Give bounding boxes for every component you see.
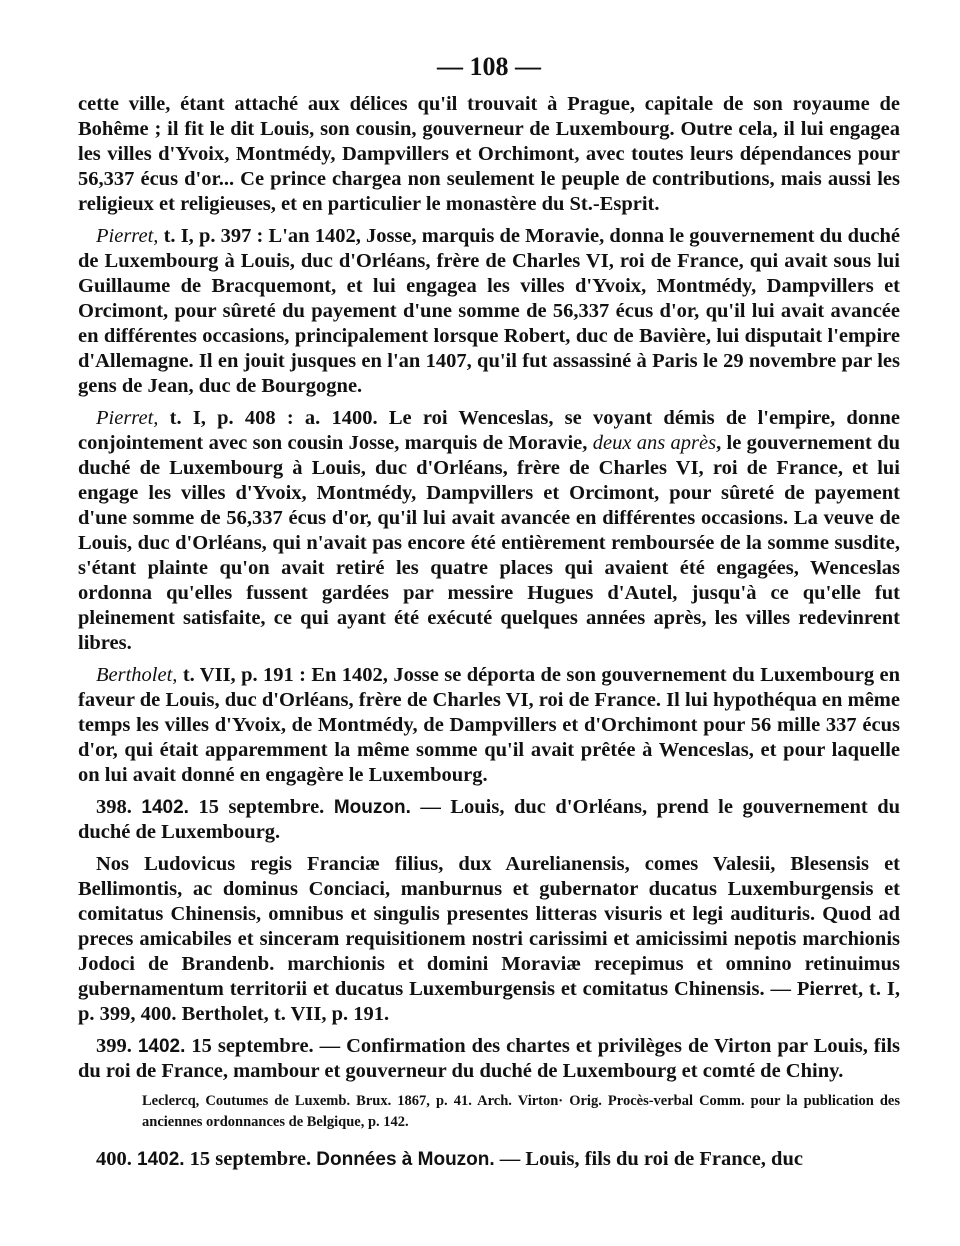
paragraph-2-text: t. I, p. 397 : L'an 1402, Josse, marquis de Moravie, donna le gouvernement du duché de Luxembourg à Louis, duc d'Orléans, frère de Charles VI, roi de France, qui avait sous lui Guillaume de Bracquemont, et lui engagea les villes d'Yvoix, Montmédy, Dampvillers et Orcimont, pour sûreté du payement d'une somme de 56,337 écus d'or, qu'il lui avait avancée en différentes occasions, principalement lorsque Robert, duc de Bavière, lui disputait l'empire d'Allemagne. Il en jouit jusques en l'an 1407, qu'il fut assassiné à Paris le 29 novembre par les gens de Jean, duc de Bourgogne. bbox=[78, 225, 900, 397]
entry-number: 400. bbox=[96, 1148, 137, 1170]
source-citation: Pierret, bbox=[96, 225, 159, 247]
entry-year: 1402. bbox=[137, 1149, 185, 1170]
paragraph-3-text-a: t. I, p. 408 : a. 1400. Le roi Wenceslas, se voyant démis de l'empire, donne conjointement avec son cousin Josse, marquis de Moravie, bbox=[78, 407, 900, 454]
paragraph-2 bbox=[78, 224, 900, 399]
source-citation: Bertholet, bbox=[96, 664, 178, 686]
footnote-text: Leclercq, Coutumes de Luxemb. Brux. 1867, p. 41. Arch. Virton· Orig. Procès-verbal Comm. pour la publication des anciennes ordonnances de Belgique, p. 142. bbox=[142, 1093, 900, 1130]
source-citation: Pierret, bbox=[96, 407, 159, 429]
entry-399 bbox=[78, 1034, 900, 1084]
entry-number: 399. bbox=[96, 1035, 138, 1057]
paragraph-3-text-b: , le gouvernement du duché de Luxembourg à Louis, duc d'Orléans, frère de Charles VI, roi de France, et lui engage les villes d'Yvoix, Montmédy, Dampvillers et Orcimont, pour sûreté de payement d'une somme de 56,337 écus d'or, qu'il lui avait avancée en différentes occasions. La veuve de Louis, duc d'Orléans, qui n'avait pas encore été entièrement remboursée de la somme susdite, s'étant plainte qu'on avait retiré les quatre places qui avaient été engagées, Wenceslas ordonna qu'elles fussent gardées par messire Hugues d'Autel, jusqu'à ce qu'elle fut pleinement satisfaite, ce qui ayant été exécuté quelques années après, les villes redevinrent libres. bbox=[78, 432, 901, 654]
entry-year: 1402. bbox=[137, 1036, 186, 1057]
entry-number: 398. bbox=[96, 796, 142, 818]
latin-charter bbox=[78, 852, 900, 1027]
entry-place: Données à Mouzon. bbox=[316, 1149, 495, 1170]
entry-summary: 15 septembre. — Confirmation des chartes et privilèges de Virton par Louis, fils du roi de France, mambour et gouverneur du duché de Luxembourg et comté de Chiny. bbox=[78, 1035, 901, 1082]
entry-place: Mouzon. bbox=[333, 797, 411, 818]
entry-date: 15 septembre. bbox=[188, 796, 334, 818]
paragraph-3 bbox=[78, 406, 900, 656]
paragraph-1 bbox=[78, 92, 900, 217]
entry-summary: — Louis, fils du roi de France, duc bbox=[494, 1148, 803, 1170]
entry-year: 1402. bbox=[141, 797, 189, 818]
entry-398 bbox=[78, 795, 900, 845]
page-number: — 108 — bbox=[437, 52, 541, 81]
latin-charter-text: Nos Ludovicus regis Franciæ filius, dux Aurelianensis, comes Valesii, Blesensis et Bellimontis, ac dominus Conciaci, manburnus et gubernator ducatus Luxemburgensis et comitatus Chinensis, omnibus et singulis presentes litteras visuris et legi audituris. Quod ad preces amicabiles et sinceram requisitionem nostri carissimi et amicissimi nepotis marchionis Jodoci de Brandenb. marchionis et domini Moraviæ recepimus et omnino retinuimus gubernamentum territorii et ducatus Luxemburgensis et comitatus Chinensis. — Pierret, t. I, p. 399, 400. Bertholet, t. VII, p. 191. bbox=[78, 853, 900, 1025]
entry-400 bbox=[78, 1147, 900, 1172]
paragraph-4-text: t. VII, p. 191 : En 1402, Josse se déporta de son gouvernement du Luxembourg en faveur de Louis, duc d'Orléans, frère de Charles VI, roi de France. Il lui hypothéqua en même temps les villes d'Yvoix, de Montmédy, de Dampvillers et d'Orchimont pour 56 mille 337 écus d'or, qui était apparemment la même somme qu'il avait prêtée à Wenceslas, et pour laquelle on lui avait donné en engagère le Luxembourg. bbox=[78, 664, 900, 786]
footnote-reference bbox=[142, 1091, 900, 1133]
paragraph-1-text: cette ville, étant attaché aux délices qu'il trouvait à Prague, capitale de son royaume de Bohême ; il fit le dit Louis, son cousin, gouverneur de Luxembourg. Outre cela, il lui engagea les villes d'Yvoix, Montmédy, Dampvillers et Orchimont, avec toutes leurs dépendances pour 56,337 écus d'or... Ce prince chargea non seulement le peuple de contributions, mais aussi les religieux et religieuses, et en particulier le monastère du St.-Esprit. bbox=[78, 93, 900, 215]
entry-summary: — Louis, duc d'Orléans, prend le gouvernement du duché de Luxembourg. bbox=[78, 796, 901, 843]
entry-date: 15 septembre. bbox=[184, 1148, 317, 1170]
emphasis: deux ans après bbox=[592, 432, 717, 454]
document-page bbox=[78, 52, 900, 1179]
paragraph-4 bbox=[78, 663, 900, 788]
